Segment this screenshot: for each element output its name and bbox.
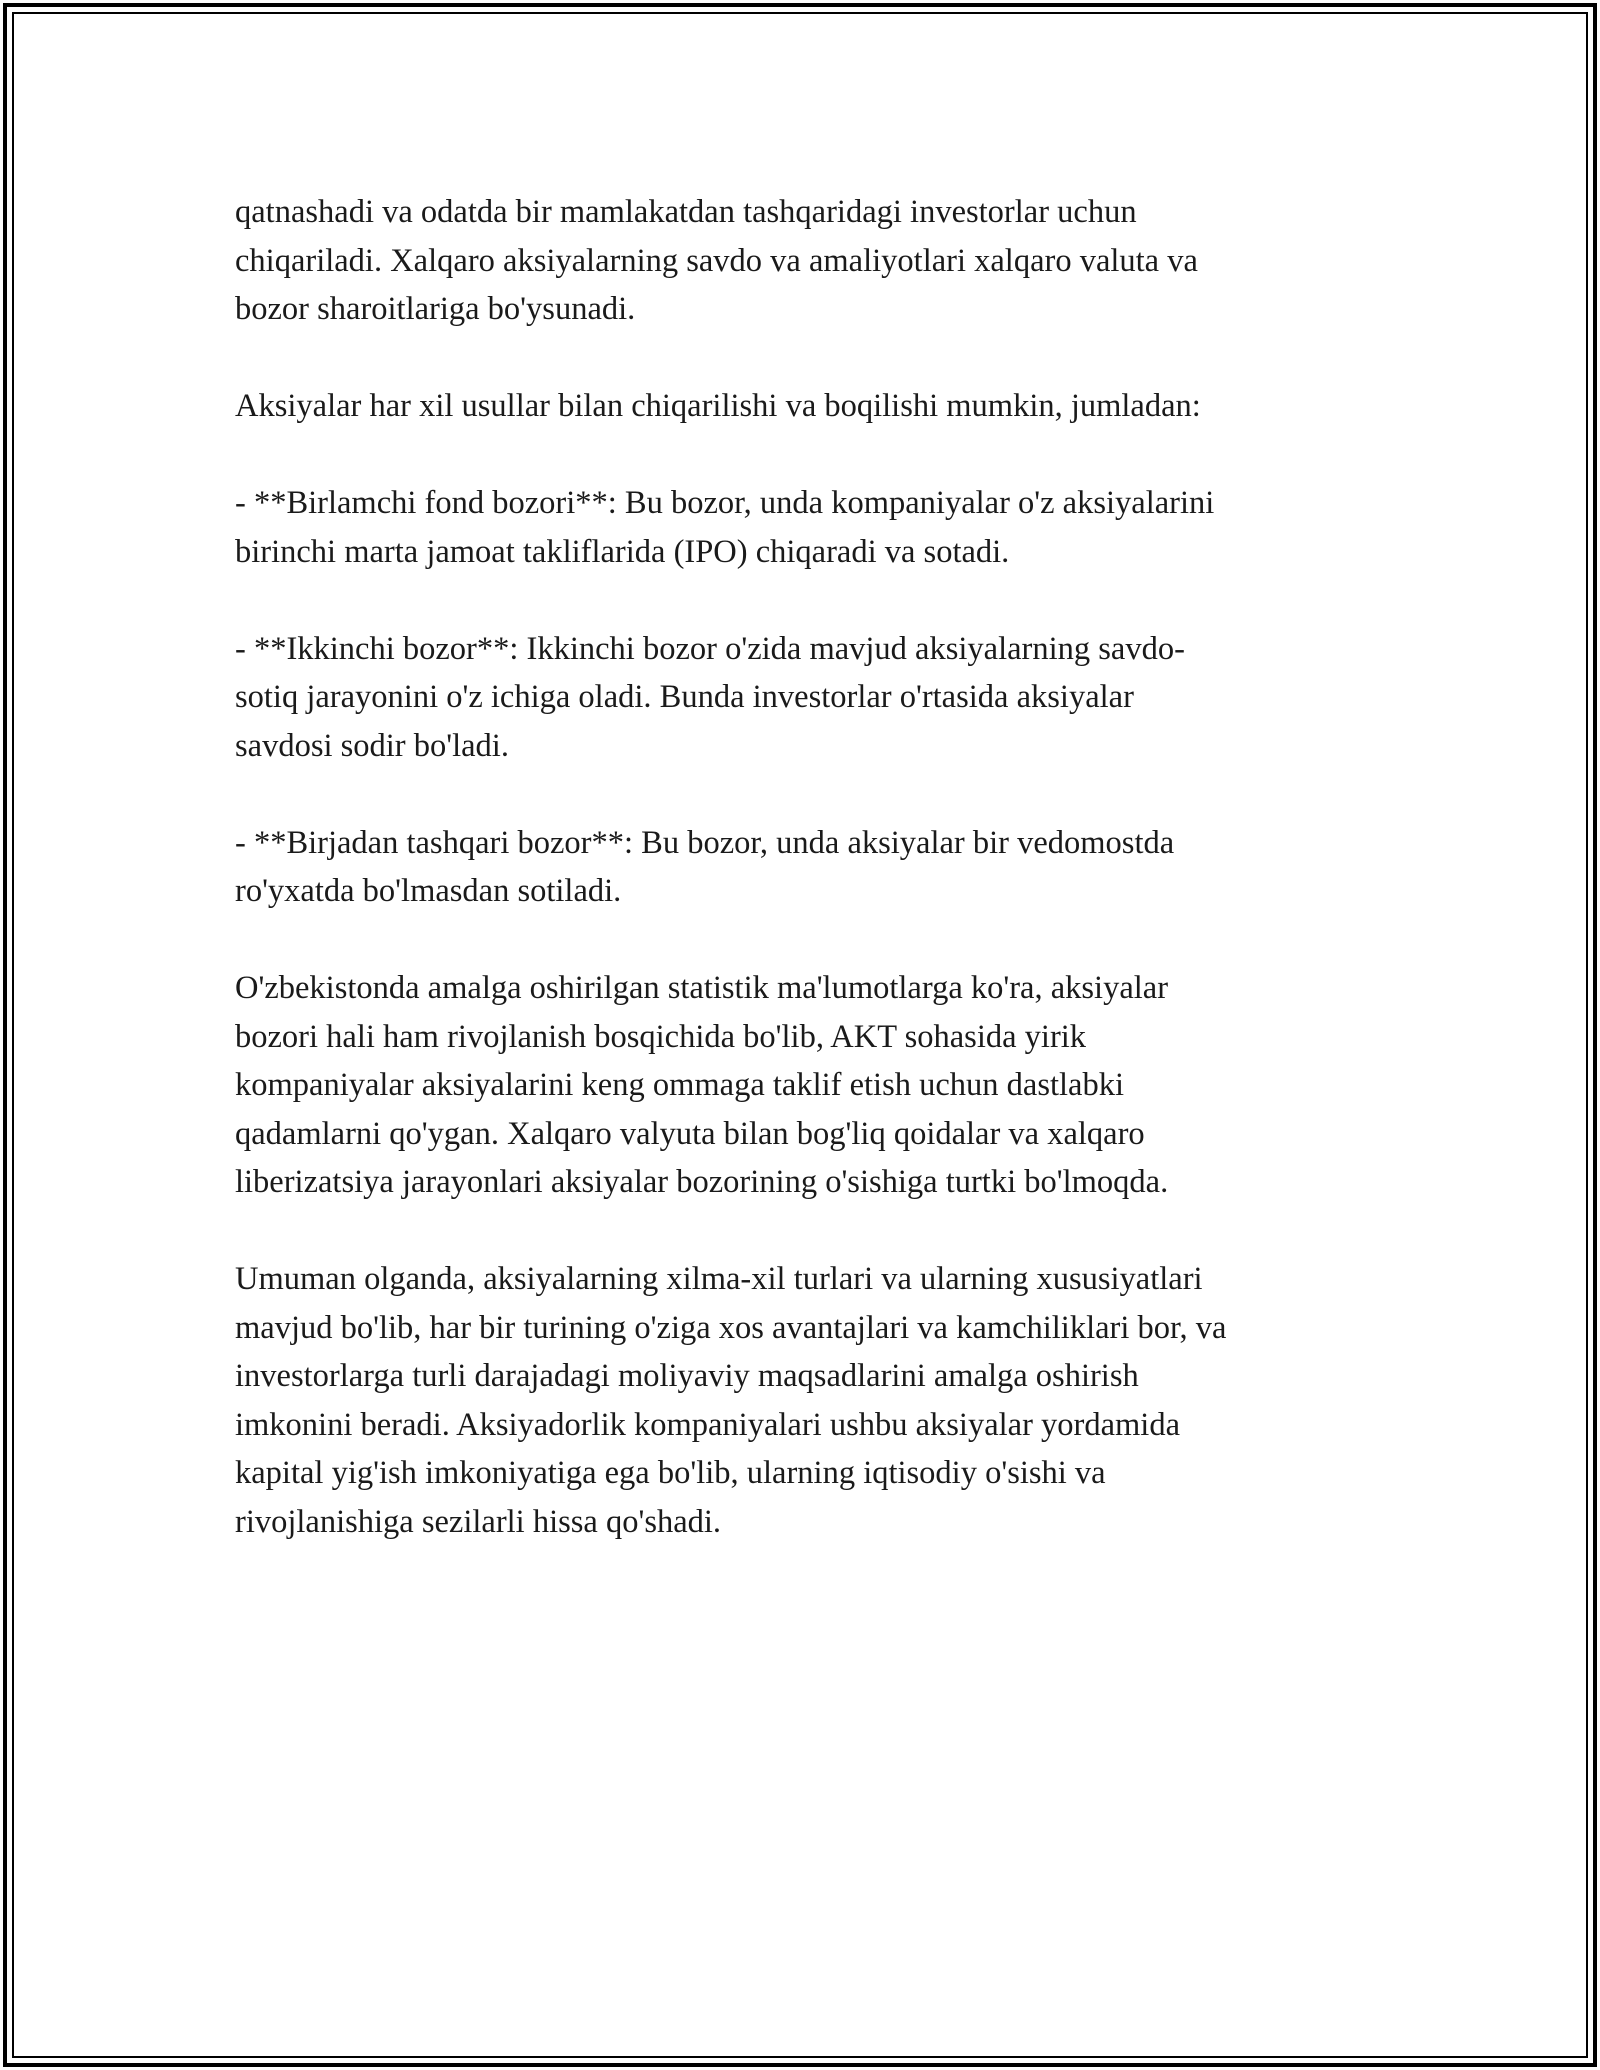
text-line: bozor sharoitlariga bo'ysunadi. [235,291,636,327]
text-line: - **Birlamchi fond bozori**: Bu bozor, unda kompaniyalar o'z aksiyalarini [235,485,1215,521]
paragraph-conclusion [235,1255,1385,1546]
list-item-primary-market [235,479,1385,576]
list-item-otc-market [235,819,1385,916]
text-line: qadamlarni qo'ygan. Xalqaro valyuta bilan bog'liq qoidalar va xalqaro [235,1115,1145,1152]
text-line: imkonini beradi. Aksiyadorlik kompaniyalari ushbu aksiyalar yordamida [235,1406,1181,1443]
text-line: bozori hali ham rivojlanish bosqichida bo'lib, AKT sohasida yirik [235,1018,1087,1055]
text-line: savdosi sodir bo'ladi. [235,727,509,764]
paragraph-uzbekistan-statistics [235,964,1385,1207]
text-line: investorlarga turli darajadagi moliyaviy maqsadlarini amalga oshirish [235,1358,1139,1394]
text-line: Umuman olganda, aksiyalarning xilma-xil turlari va ularning xususiyatlari [235,1261,1203,1297]
paragraph-international-shares [235,188,1385,334]
text-line: O'zbekistonda amalga oshirilgan statistik ma'lumotlarga ko'ra, aksiyalar [235,970,1169,1006]
text-line: rivojlanishiga sezilarli hissa qo'shadi. [235,1503,722,1540]
text-line: kapital yig'ish imkoniyatiga ega bo'lib, ularning iqtisodiy o'sishi va [235,1455,1106,1491]
text-line: sotiq jarayonini o'z ichiga oladi. Bunda investorlar o'rtasida aksiyalar [235,679,1134,715]
text-line: ro'yxatda bo'lmasdan sotiladi. [235,873,622,909]
text-line: - **Birjadan tashqari bozor**: Bu bozor, unda aksiyalar bir vedomostda [235,824,1175,861]
text-line: kompaniyalar aksiyalarini keng ommaga taklif etish uchun dastlabki [235,1067,1124,1103]
list-item-secondary-market [235,625,1385,771]
text-line: chiqariladi. Xalqaro aksiyalarning savdo va amaliyotlari xalqaro valuta va [235,242,1198,279]
text-line: liberizatsiya jarayonlari aksiyalar bozorining o'sishiga turtki bo'lmoqda. [235,1164,1169,1200]
text-line: - **Ikkinchi bozor**: Ikkinchi bozor o'zida mavjud aksiyalarning savdo- [235,630,1185,667]
text-line: mavjud bo'lib, har bir turining o'ziga xos avantajlari va kamchiliklari bor, va [235,1309,1227,1346]
text-line: birinchi marta jamoat takliflarida (IPO) chiqaradi va sotadi. [235,533,1010,570]
text-line: Aksiyalar har xil usullar bilan chiqarilishi va boqilishi mumkin, jumladan: [235,388,1201,424]
text-line: qatnashadi va odatda bir mamlakatdan tashqaridagi investorlar uchun [235,194,1137,230]
document-body [235,188,1385,1595]
paragraph-issuance-intro [235,382,1385,431]
